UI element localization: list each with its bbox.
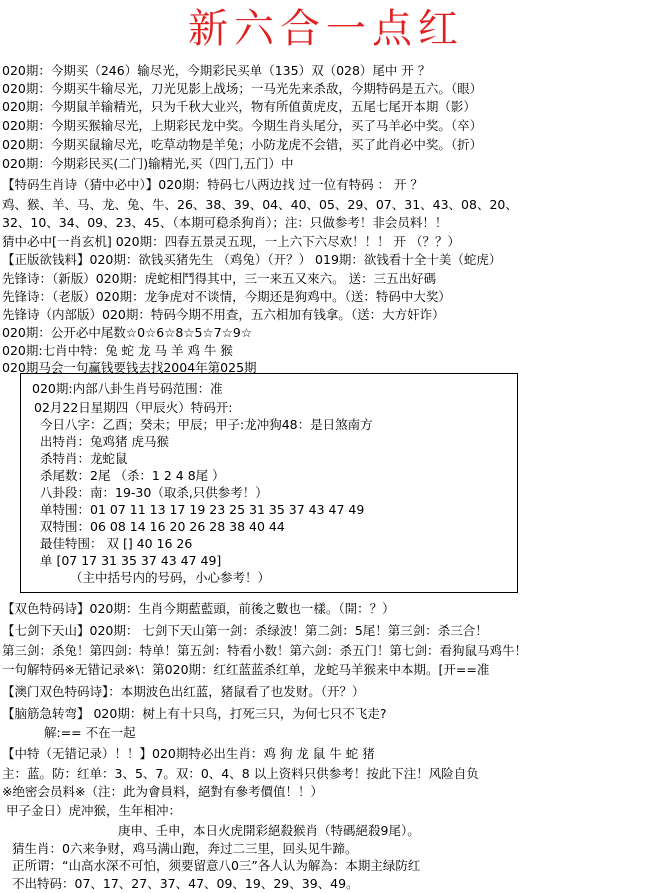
lines-bottom-line: 第三剑：杀兔！第四剑：特单！第五剑：特看小数！第六剑：杀五门！第七剑：看狗鼠马鸡牛！ xyxy=(2,643,528,658)
box-lines-line: 出特肖：兔鸡猪 虎马猴 xyxy=(40,434,169,449)
lines-bottom-line: 猜生肖：0六来争财，鸡马满山跑，奔过二三里，回头见牛蹄。 xyxy=(12,841,358,856)
box-lines-line: 单 [07 17 31 35 37 43 47 49] xyxy=(40,553,222,568)
lines-top-line: 020期：今期买牛输尽光，刀光见影上战场；一马光先来杀敌，今期特码是五六。（眼） xyxy=(2,81,483,96)
lines-bottom-line: 甲子金日）虎冲猴，生年相冲： xyxy=(6,803,182,818)
lines-top-line: 020期：今期鼠羊输精光，只为千秋大业兴，物有所值黄虎皮，五尾七尾开本期（影） xyxy=(2,99,476,114)
page-title: 新六合一点红 xyxy=(188,6,464,52)
lines-bottom-line: 【双色特码诗】020期：生肖今期藍藍頭，前後之數也一樣。（開：？） xyxy=(2,601,395,616)
lines-top-line: 020期：今期彩民买(二门)输精光,买（四门,五门）中 xyxy=(2,156,294,171)
box-lines-line: （主中括号内的号码，小心参考！） xyxy=(70,570,271,585)
box-lines-line: 八卦段：南：19-30（取杀,只供参考！） xyxy=(40,485,268,500)
lines-mid-line: 鸡、猴、羊、马、龙、兔、牛、26、38、39、04、40、05、29、07、31、43、08、20、 xyxy=(2,197,518,212)
lines-bottom-line: 一句解特码※无错记录※\：第020期：红红蓝蓝杀红单，龙蛇马羊猴来中本期。[开==准 xyxy=(2,662,490,677)
lines-mid-line: 先锋诗（内部版）020期：特码今期不用查，五六相加有钱拿。（送：大方奸诈） xyxy=(2,307,445,322)
lines-bottom-line: 不出特码：07、17、27、37、47、09、19、29、39、49。 xyxy=(12,876,359,891)
lines-bottom-line: 【脑筋急转弯】 020期：树上有十只鸟，打死三只，为何七只不飞走? xyxy=(2,706,387,721)
lines-mid-line: 020期:七肖中特：兔 蛇 龙 马 羊 鸡 牛 猴 xyxy=(2,343,233,358)
lines-mid-line: 猜中必中[一肖玄机] 020期：四春五景灵五现，一上六下六尽欢！！！ 开 （？？） xyxy=(2,234,461,249)
lines-mid-line: 【正版欲钱料】020期：欲钱买猪先生 （鸡兔）（开？） 019期：欲钱看十全十美（蛇虎） xyxy=(2,252,502,267)
lines-mid-line: 32、10、34、09、23、45、（本期可稳杀狗肖）；注：只做参考！非会员料！！ xyxy=(2,215,448,230)
lines-bottom-line: 庚申、壬申，本日火虎開彩絕殺猴肖（特碼絕殺9尾）。 xyxy=(118,823,420,838)
lines-bottom-line: 正所谓：“山高水深不可怕，须要留意八0三”各人认为解為：本期主绿防红 xyxy=(12,858,421,873)
lines-bottom-line: ※绝密会员料※（注：此为會員料，絕對有參考價值！！） xyxy=(2,784,323,799)
lines-mid-line: 【特码生肖诗（猜中必中）】020期：特码七八两边找 过一位有特码 ： 开 ？ xyxy=(2,177,424,192)
box-lines-line: 单特围：01 07 11 13 17 19 23 25 31 35 37 43 47 49 xyxy=(40,502,365,517)
lines-top-line: 020期：今期买鼠输尽光，吃草动物是羊兔；小防龙虎不会错，买了此肖必中奖。（折） xyxy=(2,137,483,152)
box-lines-line: 杀特肖：龙蛇鼠 xyxy=(40,451,128,466)
lines-mid-line: 先锋诗：（老版）020期：龙争虎对不谈情，今期还是狗鸡中。（送：特码中大奖） xyxy=(2,289,451,304)
lines-bottom-line: 【澳门双色特码诗】：本期波色出红蓝，猪鼠看了也发财。（开？） xyxy=(2,684,365,699)
lines-bottom-line: 主：蓝。防：红单：3、5、7。双：0、4、8 以上资料只供参考！按此下注！风险自负 xyxy=(2,766,479,781)
box-lines-line: 020期:内部八卦生肖号码范围：准 xyxy=(32,381,223,396)
box-lines-line: 02月22日星期四（甲辰火）特码开: xyxy=(34,400,233,415)
box-lines-line: 双特围：06 08 14 16 20 26 28 38 40 44 xyxy=(40,519,285,534)
lines-top-line: 020期：今期买猴输尽光，上期彩民龙中奖。今期生肖头尾分，买了马羊必中奖。（卒） xyxy=(2,118,483,133)
lines-mid-line: 先锋诗：（新版）020期：虎蛇相鬥得其中，三一来五又來六。 送：三五出好碼 xyxy=(2,271,437,286)
lines-mid-line: 020期：公开必中尾数☆0☆6☆8☆5☆7☆9☆ xyxy=(2,325,253,340)
lines-bottom-line: 【中特（无错记录）！！】020期特必出生肖：鸡 狗 龙 鼠 牛 蛇 猪 xyxy=(2,746,375,761)
lines-mid-line: 020期马会一句赢钱要钱去找2004年第025期 xyxy=(2,360,257,375)
lines-bottom-line: 【七剑下天山】020期： 七剑下天山第一剑：杀绿波！第二剑：5尾！第三剑：杀三合！ xyxy=(2,623,488,638)
box-lines-line: 杀尾数：2尾 （杀：1 2 4 8尾 ） xyxy=(40,468,225,483)
lines-top-line: 020期：今期买（246）输尽光，今期彩民买单（135）双（028）尾中 开 ？ xyxy=(2,63,431,78)
lines-bottom-line: 解:== 不在一起 xyxy=(44,725,136,740)
box-lines-line: 最佳特围： 双 [] 40 16 26 xyxy=(40,536,193,551)
box-lines-line: 今日八字：乙酉；癸未；甲辰；甲子:龙冲狗48：是日煞南方 xyxy=(40,417,373,432)
